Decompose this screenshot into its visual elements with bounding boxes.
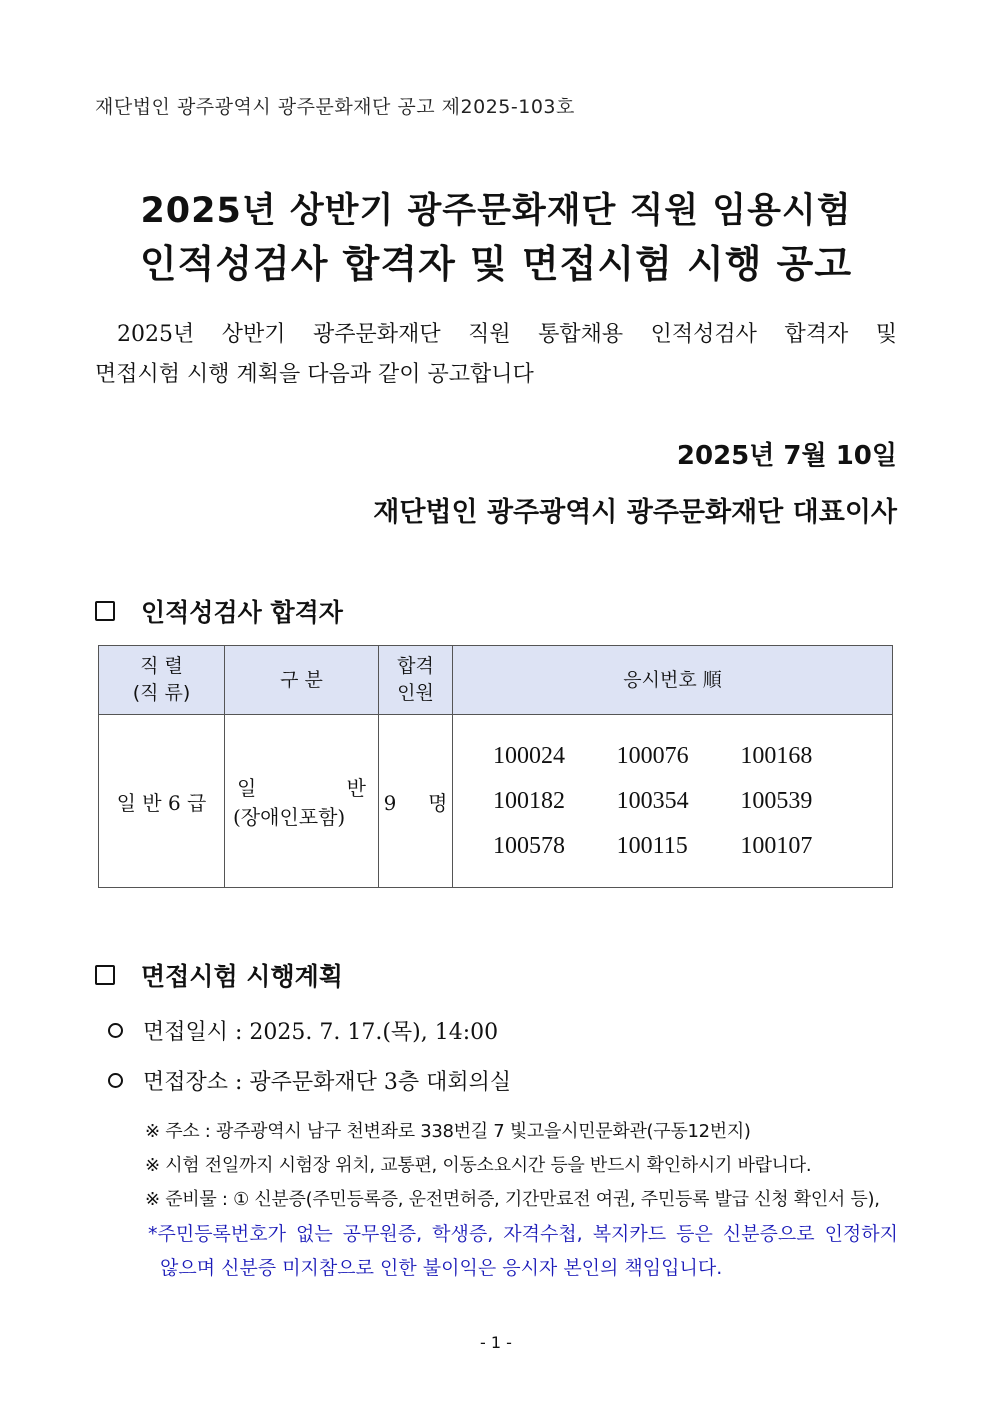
warning-line1: *주민등록번호가 없는 공무원증, 학생증, 자격수첩, 복지카드 등은 신분증으로 인정하지 xyxy=(148,1223,898,1245)
circle-bullet-icon xyxy=(108,1073,123,1088)
header-series-line2: (직 류) xyxy=(132,682,191,704)
page-title-line2: 인적성검사 합격자 및 면접시험 시행 공고 xyxy=(139,242,853,286)
header-series-line1: 직 렬 xyxy=(140,655,183,677)
exam-number: 100024 xyxy=(493,742,565,769)
note-check-location: ※ 시험 전일까지 시험장 위치, 교통편, 이동소요시간 등을 반드시 확인하시기 바랍니다. xyxy=(145,1155,812,1176)
category-right: 반 xyxy=(346,776,366,800)
cell-series: 일 반 6 급 xyxy=(99,715,225,888)
cell-numbers xyxy=(453,715,893,888)
exam-number: 100354 xyxy=(616,787,689,814)
warning-line2: 않으며 신분증 미지참으로 인한 불이익은 응시자 본인의 책임입니다. xyxy=(160,1257,723,1279)
exam-number: 100578 xyxy=(493,832,565,859)
section-heading-interview xyxy=(95,957,343,993)
page-title-line1: 2025년 상반기 광주문화재단 직원 임용시험 xyxy=(140,191,852,231)
category-sub: (장애인포함) xyxy=(233,805,346,829)
header-count-line2: 인원 xyxy=(397,682,434,704)
exam-number: 100182 xyxy=(493,787,565,814)
exam-number: 100107 xyxy=(740,832,813,859)
interview-date xyxy=(108,1015,498,1046)
header-numbers: 응시번호 順 xyxy=(453,646,893,715)
interview-date-text: 면접일시 : 2025. 7. 17.(목), 14:00 xyxy=(143,1020,499,1045)
count-unit: 명 xyxy=(428,790,448,815)
issuer: 재단법인 광주광역시 광주문화재단 대표이사 xyxy=(373,497,897,528)
section-heading-pass xyxy=(95,593,343,629)
category-left: 일 xyxy=(237,776,257,800)
circle-bullet-icon xyxy=(108,1023,123,1038)
intro-line1: 2025년 상반기 광주문화재단 직원 통합채용 인적성검사 합격자 및 xyxy=(117,322,897,347)
header-count xyxy=(379,646,453,715)
header-category: 구 분 xyxy=(225,646,379,715)
section-title: 인적성검사 합격자 xyxy=(141,598,343,627)
interview-place-text: 면접장소 : 광주문화재단 3층 대회의실 xyxy=(143,1070,512,1095)
square-bullet-icon xyxy=(95,965,115,985)
cell-category xyxy=(225,715,379,888)
exam-number: 100168 xyxy=(740,742,813,769)
square-bullet-icon xyxy=(95,601,115,621)
interview-place xyxy=(108,1065,511,1096)
cell-count xyxy=(379,715,453,888)
note-requirements: ※ 준비물 : ① 신분증(주민등록증, 운전면허증, 기간만료전 여권, 주민등록 발급 신청 확인서 등), xyxy=(145,1189,880,1210)
notice-date: 2025년 7월 10일 xyxy=(676,441,897,471)
count-num: 9 xyxy=(383,790,397,815)
table-header-row xyxy=(99,646,893,715)
notice-number: 재단법인 광주광역시 광주문화재단 공고 제2025-103호 xyxy=(95,96,575,118)
intro-line2: 면접시험 시행 계획을 다음과 같이 공고합니다 xyxy=(95,362,534,387)
pass-table xyxy=(98,645,893,888)
exam-number: 100115 xyxy=(616,832,688,859)
header-count-line1: 합격 xyxy=(397,655,434,677)
exam-number: 100539 xyxy=(740,787,813,814)
header-series xyxy=(99,646,225,715)
table-row xyxy=(99,715,893,888)
note-address: ※ 주소 : 광주광역시 남구 천변좌로 338번길 7 빛고을시민문화관(구동12번지) xyxy=(145,1121,751,1142)
exam-number: 100076 xyxy=(616,742,689,769)
page-number: - 1 - xyxy=(480,1333,512,1352)
section-title: 면접시험 시행계획 xyxy=(141,962,343,991)
